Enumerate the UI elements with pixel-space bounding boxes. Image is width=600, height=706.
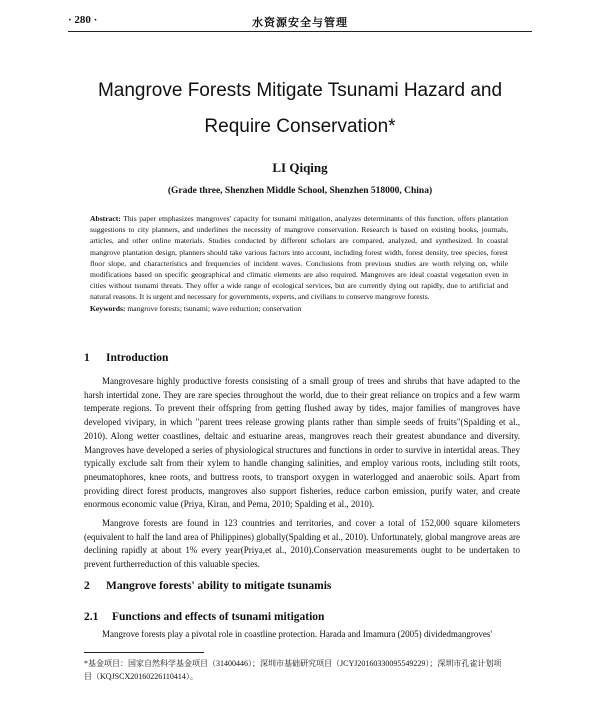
header-rule xyxy=(68,31,532,32)
footnote-rule xyxy=(84,652,204,653)
abstract-label: Abstract: xyxy=(90,214,121,223)
section-number: 2 xyxy=(84,580,90,592)
section-title: Introduction xyxy=(106,352,169,364)
footnote-line-1: *基金项目：国家自然科学基金项目（31400446）；深圳市基础研究项目（JCYJ20160330095549229）；深圳市孔雀计划项 xyxy=(84,659,502,668)
abstract-text: This paper emphasizes mangroves' capacity for tsunami mitigation, analyzes determinants of this function, offers plantation suggestions to city planners, and underlines the necessity of mangrove conservation. Research is based on existing books, journals, articles, and other online materials. Studies conducted by different scholars are compared, analyzed, and synthesized. In coastal mangrove plantation design, planners should take various factors into account, including forest width, forest density, tree species, forest floor slope, and characteristics and frequencies of incident waves. Conclusions from previous studies are worth relying on, while modifications based on specific geographical and climatic elements are also required. Mangroves are ideal coastal vegetation even in cities without tsunami threats. They offer a wide range of ecological services, but are currently dying out rapidly, due to artificial and natural reasons. It is urgent and necessary for governments, experts, and civilians to conserve mangrove forests. xyxy=(90,214,509,302)
section-heading-introduction xyxy=(84,352,168,364)
subsection-heading-functions xyxy=(84,611,324,623)
section-number: 1 xyxy=(84,352,90,364)
section-title: Mangrove forests' ability to mitigate tsunamis xyxy=(106,580,332,592)
subsection-number: 2.1 xyxy=(84,611,99,623)
author-name: LI Qiqing xyxy=(272,160,328,175)
section-heading-tsunami-mitigation xyxy=(84,580,331,592)
keywords-label: Keywords: xyxy=(90,303,126,313)
page-number: · 280 · xyxy=(68,14,98,26)
author-affiliation: (Grade three, Shenzhen Middle School, Shenzhen 518000, China) xyxy=(167,186,433,196)
running-header xyxy=(68,12,532,30)
journal-name: 水资源安全与管理 xyxy=(252,17,348,29)
abstract xyxy=(90,213,508,314)
footnote-line-2: 目（KQJSCX20160226110414）。 xyxy=(84,672,198,681)
keywords-text: mangrove forests; tsunami; wave reduction; conservation xyxy=(127,303,302,313)
body-paragraph: Mangrove forests are found in 123 countries and territories, and cover a total of 152,000 square kilometers (equivalent to half the land area of Philippines) globally(Spalding et al., 2010). Unfortunately, global mangrove areas are declining rapidly at about 1% every year(Priya,et al., 2010).Conservation measurements ought to be undertaken to prevent furtherreduction of this valuable species. xyxy=(84,518,520,570)
body-paragraph: Mangrovesare highly productive forests consisting of a small group of trees and shrubs that have adapted to the harsh intertidal zone. They are rare species throughout the world, due to their great reliance on tropics and a few warm temperate regions. To prevent their offspring from getting flushed away by tides, major families of mangroves have developed vivipary, in which "parent trees release growing plants rather than simple seeds of fruits"(Spalding et al., 2010). Along wetter coastlines, deltaic and estuarine areas, mangroves reach their greatest abundance and diversity. Mangroves have developed a series of physiological structures and functions in order to survive in intertidal areas. They typically exclude salt from their xylem to handle changing salinities, and employ various roots, including stilt roots, pneumatophores, knee roots, and buttress roots, to transport oxygen in waterlogged and anaerobic soils. Apart from providing direct forest products, mangroves also support fisheries, reduce carbon emission, purify water, and create enormous economic value (Priya, Kiran, and Pema, 2010; Spalding et al., 2010). xyxy=(84,376,520,510)
body-paragraph: Mangrove forests play a pivotal role in coastline protection. Harada and Imamura (2005) dividedmangroves' xyxy=(102,629,492,639)
title-line-1: Mangrove Forests Mitigate Tsunami Hazard and xyxy=(97,80,503,101)
funding-footnote xyxy=(84,657,516,683)
subsection-title: Functions and effects of tsunami mitigation xyxy=(112,611,325,623)
title-line-2: Require Conservation* xyxy=(204,116,396,137)
